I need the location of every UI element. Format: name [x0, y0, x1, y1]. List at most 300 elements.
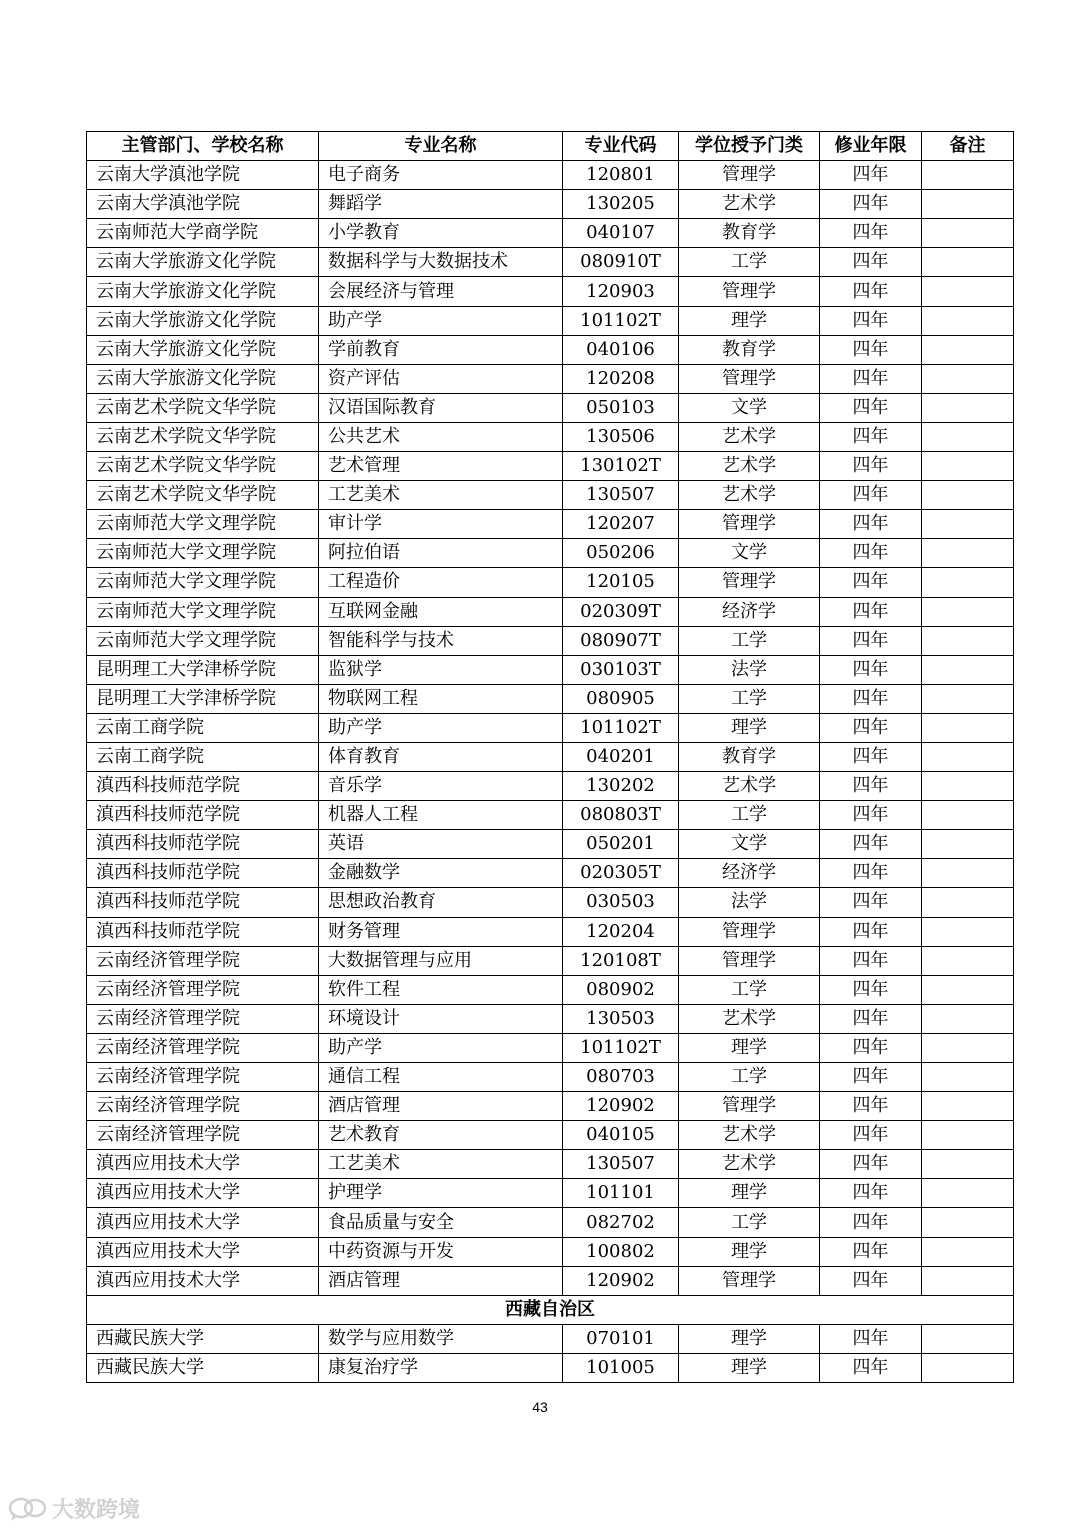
cell-remarks [922, 1208, 1014, 1237]
table-row [87, 452, 1014, 481]
cell-duration: 四年 [820, 1324, 922, 1353]
cell-degree: 法学 [679, 655, 820, 684]
watermark [8, 1493, 140, 1524]
cell-major: 助产学 [319, 306, 563, 335]
cell-major: 通信工程 [319, 1063, 563, 1092]
speech-bubble-logo-icon [8, 1496, 48, 1522]
table-row [87, 917, 1014, 946]
cell-school: 云南经济管理学院 [87, 946, 319, 975]
table-row [87, 335, 1014, 364]
cell-major: 数学与应用数学 [319, 1324, 563, 1353]
cell-school: 云南师范大学文理学院 [87, 597, 319, 626]
cell-remarks [922, 393, 1014, 422]
cell-major: 体育教育 [319, 742, 563, 771]
cell-code: 130205 [563, 190, 679, 219]
cell-remarks [922, 452, 1014, 481]
cell-remarks [922, 1266, 1014, 1295]
cell-degree: 教育学 [679, 742, 820, 771]
cell-code: 120801 [563, 161, 679, 190]
header-duration: 修业年限 [820, 132, 922, 161]
cell-school: 滇西科技师范学院 [87, 888, 319, 917]
cell-duration: 四年 [820, 859, 922, 888]
cell-remarks [922, 1353, 1014, 1382]
table-row [87, 1004, 1014, 1033]
cell-major: 工艺美术 [319, 1150, 563, 1179]
cell-remarks [922, 801, 1014, 830]
cell-code: 080910T [563, 248, 679, 277]
table-row [87, 830, 1014, 859]
cell-duration: 四年 [820, 1179, 922, 1208]
cell-duration: 四年 [820, 684, 922, 713]
table-row [87, 975, 1014, 1004]
cell-code: 040106 [563, 335, 679, 364]
cell-remarks [922, 364, 1014, 393]
table-row [87, 859, 1014, 888]
cell-degree: 艺术学 [679, 1004, 820, 1033]
cell-remarks [922, 597, 1014, 626]
cell-remarks [922, 1063, 1014, 1092]
cell-remarks [922, 713, 1014, 742]
table-row [87, 1033, 1014, 1062]
cell-major: 康复治疗学 [319, 1353, 563, 1382]
cell-duration: 四年 [820, 481, 922, 510]
cell-school: 西藏民族大学 [87, 1324, 319, 1353]
cell-major: 公共艺术 [319, 422, 563, 451]
cell-remarks [922, 626, 1014, 655]
cell-remarks [922, 190, 1014, 219]
cell-major: 资产评估 [319, 364, 563, 393]
cell-remarks [922, 859, 1014, 888]
table-row [87, 364, 1014, 393]
cell-degree: 工学 [679, 975, 820, 1004]
header-code: 专业代码 [563, 132, 679, 161]
cell-degree: 艺术学 [679, 190, 820, 219]
cell-duration: 四年 [820, 1033, 922, 1062]
cell-degree: 教育学 [679, 219, 820, 248]
cell-remarks [922, 1004, 1014, 1033]
cell-major: 机器人工程 [319, 801, 563, 830]
cell-school: 云南师范大学商学院 [87, 219, 319, 248]
cell-code: 120204 [563, 917, 679, 946]
cell-major: 食品质量与安全 [319, 1208, 563, 1237]
cell-code: 050206 [563, 539, 679, 568]
table-row [87, 248, 1014, 277]
cell-duration: 四年 [820, 190, 922, 219]
table-row [87, 713, 1014, 742]
cell-duration: 四年 [820, 626, 922, 655]
cell-code: 040201 [563, 742, 679, 771]
cell-major: 助产学 [319, 713, 563, 742]
cell-degree: 理学 [679, 1353, 820, 1382]
cell-code: 130507 [563, 481, 679, 510]
cell-degree: 理学 [679, 713, 820, 742]
cell-duration: 四年 [820, 219, 922, 248]
cell-remarks [922, 1033, 1014, 1062]
cell-code: 130102T [563, 452, 679, 481]
cell-remarks [922, 917, 1014, 946]
cell-code: 101102T [563, 1033, 679, 1062]
cell-degree: 管理学 [679, 277, 820, 306]
cell-degree: 经济学 [679, 597, 820, 626]
cell-duration: 四年 [820, 1150, 922, 1179]
cell-duration: 四年 [820, 510, 922, 539]
cell-school: 滇西应用技术大学 [87, 1179, 319, 1208]
cell-major: 会展经济与管理 [319, 277, 563, 306]
cell-degree: 管理学 [679, 510, 820, 539]
cell-major: 大数据管理与应用 [319, 946, 563, 975]
cell-remarks [922, 772, 1014, 801]
cell-remarks [922, 830, 1014, 859]
header-school: 主管部门、学校名称 [87, 132, 319, 161]
cell-degree: 艺术学 [679, 422, 820, 451]
cell-school: 滇西应用技术大学 [87, 1237, 319, 1266]
cell-school: 滇西应用技术大学 [87, 1208, 319, 1237]
cell-code: 050103 [563, 393, 679, 422]
cell-remarks [922, 248, 1014, 277]
cell-school: 云南大学旅游文化学院 [87, 248, 319, 277]
cell-degree: 管理学 [679, 568, 820, 597]
cell-major: 音乐学 [319, 772, 563, 801]
table-row [87, 946, 1014, 975]
cell-code: 082702 [563, 1208, 679, 1237]
cell-code: 080803T [563, 801, 679, 830]
cell-major: 艺术教育 [319, 1121, 563, 1150]
cell-duration: 四年 [820, 597, 922, 626]
header-remarks: 备注 [922, 132, 1014, 161]
cell-remarks [922, 219, 1014, 248]
cell-remarks [922, 975, 1014, 1004]
table-row [87, 161, 1014, 190]
cell-degree: 教育学 [679, 335, 820, 364]
cell-code: 100802 [563, 1237, 679, 1266]
cell-remarks [922, 161, 1014, 190]
cell-code: 101101 [563, 1179, 679, 1208]
cell-degree: 工学 [679, 1208, 820, 1237]
cell-duration: 四年 [820, 1004, 922, 1033]
cell-degree: 艺术学 [679, 1121, 820, 1150]
cell-school: 昆明理工大学津桥学院 [87, 655, 319, 684]
cell-code: 040105 [563, 1121, 679, 1150]
cell-major: 财务管理 [319, 917, 563, 946]
cell-major: 酒店管理 [319, 1092, 563, 1121]
cell-major: 智能科学与技术 [319, 626, 563, 655]
table-row [87, 1150, 1014, 1179]
table-row [87, 1266, 1014, 1295]
cell-school: 滇西科技师范学院 [87, 772, 319, 801]
cell-code: 130506 [563, 422, 679, 451]
table-row [87, 219, 1014, 248]
cell-duration: 四年 [820, 917, 922, 946]
table-row [87, 684, 1014, 713]
cell-duration: 四年 [820, 801, 922, 830]
cell-degree: 艺术学 [679, 1150, 820, 1179]
cell-code: 020309T [563, 597, 679, 626]
cell-school: 滇西科技师范学院 [87, 801, 319, 830]
table-row [87, 539, 1014, 568]
cell-duration: 四年 [820, 306, 922, 335]
cell-major: 中药资源与开发 [319, 1237, 563, 1266]
cell-duration: 四年 [820, 1237, 922, 1266]
cell-remarks [922, 1179, 1014, 1208]
cell-remarks [922, 568, 1014, 597]
table-row [87, 190, 1014, 219]
cell-code: 120207 [563, 510, 679, 539]
cell-school: 云南师范大学文理学院 [87, 539, 319, 568]
cell-degree: 理学 [679, 306, 820, 335]
cell-degree: 管理学 [679, 364, 820, 393]
cell-duration: 四年 [820, 335, 922, 364]
cell-duration: 四年 [820, 1353, 922, 1382]
cell-school: 云南经济管理学院 [87, 1033, 319, 1062]
cell-degree: 理学 [679, 1324, 820, 1353]
cell-major: 环境设计 [319, 1004, 563, 1033]
region-row [87, 1295, 1014, 1324]
cell-code: 020305T [563, 859, 679, 888]
cell-duration: 四年 [820, 161, 922, 190]
cell-code: 080905 [563, 684, 679, 713]
cell-school: 云南师范大学文理学院 [87, 568, 319, 597]
cell-major: 电子商务 [319, 161, 563, 190]
cell-school: 滇西科技师范学院 [87, 917, 319, 946]
table-row [87, 510, 1014, 539]
cell-duration: 四年 [820, 713, 922, 742]
cell-major: 阿拉伯语 [319, 539, 563, 568]
cell-major: 工程造价 [319, 568, 563, 597]
cell-major: 艺术管理 [319, 452, 563, 481]
cell-major: 互联网金融 [319, 597, 563, 626]
cell-major: 审计学 [319, 510, 563, 539]
cell-remarks [922, 277, 1014, 306]
cell-school: 云南大学旅游文化学院 [87, 364, 319, 393]
cell-code: 050201 [563, 830, 679, 859]
cell-duration: 四年 [820, 452, 922, 481]
cell-school: 滇西应用技术大学 [87, 1266, 319, 1295]
cell-school: 云南艺术学院文华学院 [87, 481, 319, 510]
cell-major: 汉语国际教育 [319, 393, 563, 422]
cell-remarks [922, 684, 1014, 713]
cell-degree: 文学 [679, 393, 820, 422]
cell-duration: 四年 [820, 830, 922, 859]
cell-remarks [922, 655, 1014, 684]
cell-code: 101102T [563, 306, 679, 335]
cell-degree: 艺术学 [679, 452, 820, 481]
table-row [87, 1208, 1014, 1237]
cell-degree: 工学 [679, 684, 820, 713]
cell-duration: 四年 [820, 772, 922, 801]
cell-school: 云南工商学院 [87, 713, 319, 742]
cell-code: 130507 [563, 1150, 679, 1179]
cell-school: 昆明理工大学津桥学院 [87, 684, 319, 713]
region-label: 西藏自治区 [87, 1295, 1014, 1324]
cell-remarks [922, 539, 1014, 568]
cell-school: 云南艺术学院文华学院 [87, 452, 319, 481]
table-row [87, 1063, 1014, 1092]
cell-major: 小学教育 [319, 219, 563, 248]
cell-degree: 法学 [679, 888, 820, 917]
cell-code: 040107 [563, 219, 679, 248]
cell-code: 080907T [563, 626, 679, 655]
cell-duration: 四年 [820, 248, 922, 277]
cell-remarks [922, 422, 1014, 451]
cell-degree: 工学 [679, 248, 820, 277]
header-major: 专业名称 [319, 132, 563, 161]
cell-major: 物联网工程 [319, 684, 563, 713]
table-row [87, 772, 1014, 801]
table-row [87, 597, 1014, 626]
cell-school: 云南工商学院 [87, 742, 319, 771]
cell-remarks [922, 1150, 1014, 1179]
cell-school: 云南大学滇池学院 [87, 161, 319, 190]
cell-code: 120903 [563, 277, 679, 306]
table-row [87, 626, 1014, 655]
table-row [87, 1092, 1014, 1121]
cell-remarks [922, 1092, 1014, 1121]
cell-duration: 四年 [820, 888, 922, 917]
cell-degree: 管理学 [679, 917, 820, 946]
table-row [87, 1121, 1014, 1150]
cell-degree: 文学 [679, 539, 820, 568]
cell-degree: 管理学 [679, 1266, 820, 1295]
table-header-row [87, 132, 1014, 161]
cell-school: 云南师范大学文理学院 [87, 510, 319, 539]
cell-code: 120902 [563, 1092, 679, 1121]
cell-code: 070101 [563, 1324, 679, 1353]
cell-code: 030103T [563, 655, 679, 684]
cell-school: 云南大学滇池学院 [87, 190, 319, 219]
cell-remarks [922, 481, 1014, 510]
cell-remarks [922, 335, 1014, 364]
cell-degree: 管理学 [679, 161, 820, 190]
cell-duration: 四年 [820, 1092, 922, 1121]
table-row [87, 568, 1014, 597]
cell-remarks [922, 1324, 1014, 1353]
cell-major: 金融数学 [319, 859, 563, 888]
cell-remarks [922, 1237, 1014, 1266]
cell-degree: 艺术学 [679, 481, 820, 510]
cell-school: 云南经济管理学院 [87, 975, 319, 1004]
cell-code: 080902 [563, 975, 679, 1004]
watermark-text: 大数跨境 [52, 1498, 141, 1523]
cell-duration: 四年 [820, 277, 922, 306]
table-row [87, 422, 1014, 451]
cell-school: 云南大学旅游文化学院 [87, 306, 319, 335]
cell-degree: 管理学 [679, 946, 820, 975]
table-row [87, 277, 1014, 306]
cell-degree: 经济学 [679, 859, 820, 888]
cell-duration: 四年 [820, 1063, 922, 1092]
cell-major: 数据科学与大数据技术 [319, 248, 563, 277]
cell-major: 学前教育 [319, 335, 563, 364]
cell-degree: 理学 [679, 1179, 820, 1208]
cell-degree: 理学 [679, 1237, 820, 1266]
cell-school: 西藏民族大学 [87, 1353, 319, 1382]
cell-school: 滇西科技师范学院 [87, 859, 319, 888]
table-row [87, 393, 1014, 422]
header-degree: 学位授予门类 [679, 132, 820, 161]
table-row [87, 655, 1014, 684]
cell-major: 英语 [319, 830, 563, 859]
cell-school: 云南经济管理学院 [87, 1063, 319, 1092]
cell-degree: 艺术学 [679, 772, 820, 801]
cell-code: 030503 [563, 888, 679, 917]
table-row [87, 1179, 1014, 1208]
cell-duration: 四年 [820, 364, 922, 393]
cell-remarks [922, 1121, 1014, 1150]
cell-code: 080703 [563, 1063, 679, 1092]
cell-duration: 四年 [820, 975, 922, 1004]
cell-remarks [922, 510, 1014, 539]
cell-degree: 管理学 [679, 1092, 820, 1121]
cell-school: 云南大学旅游文化学院 [87, 335, 319, 364]
cell-duration: 四年 [820, 655, 922, 684]
cell-school: 云南经济管理学院 [87, 1092, 319, 1121]
cell-duration: 四年 [820, 1266, 922, 1295]
cell-major: 工艺美术 [319, 481, 563, 510]
page-number: 43 [532, 1399, 548, 1415]
cell-duration: 四年 [820, 1121, 922, 1150]
cell-remarks [922, 742, 1014, 771]
majors-table [86, 131, 1014, 1383]
cell-school: 云南经济管理学院 [87, 1121, 319, 1150]
cell-school: 滇西应用技术大学 [87, 1150, 319, 1179]
cell-major: 护理学 [319, 1179, 563, 1208]
cell-duration: 四年 [820, 393, 922, 422]
cell-remarks [922, 888, 1014, 917]
table-row [87, 1237, 1014, 1266]
cell-code: 120105 [563, 568, 679, 597]
cell-duration: 四年 [820, 946, 922, 975]
table-row [87, 481, 1014, 510]
cell-duration: 四年 [820, 742, 922, 771]
cell-code: 130202 [563, 772, 679, 801]
cell-school: 滇西科技师范学院 [87, 830, 319, 859]
cell-remarks [922, 946, 1014, 975]
cell-major: 酒店管理 [319, 1266, 563, 1295]
cell-major: 助产学 [319, 1033, 563, 1062]
cell-code: 120208 [563, 364, 679, 393]
cell-school: 云南大学旅游文化学院 [87, 277, 319, 306]
cell-major: 监狱学 [319, 655, 563, 684]
table-row [87, 888, 1014, 917]
cell-code: 101102T [563, 713, 679, 742]
cell-major: 软件工程 [319, 975, 563, 1004]
cell-school: 云南师范大学文理学院 [87, 626, 319, 655]
cell-duration: 四年 [820, 422, 922, 451]
cell-remarks [922, 306, 1014, 335]
cell-degree: 工学 [679, 801, 820, 830]
cell-major: 舞蹈学 [319, 190, 563, 219]
cell-code: 130503 [563, 1004, 679, 1033]
table-row [87, 742, 1014, 771]
cell-duration: 四年 [820, 568, 922, 597]
cell-school: 云南经济管理学院 [87, 1004, 319, 1033]
table-row [87, 801, 1014, 830]
cell-duration: 四年 [820, 1208, 922, 1237]
cell-code: 120108T [563, 946, 679, 975]
cell-degree: 工学 [679, 1063, 820, 1092]
table-row [87, 1324, 1014, 1353]
cell-code: 120902 [563, 1266, 679, 1295]
cell-code: 101005 [563, 1353, 679, 1382]
cell-duration: 四年 [820, 539, 922, 568]
cell-degree: 工学 [679, 626, 820, 655]
cell-school: 云南艺术学院文华学院 [87, 422, 319, 451]
cell-degree: 文学 [679, 830, 820, 859]
cell-school: 云南艺术学院文华学院 [87, 393, 319, 422]
cell-major: 思想政治教育 [319, 888, 563, 917]
majors-table-container [86, 131, 1013, 1383]
table-row [87, 1353, 1014, 1382]
